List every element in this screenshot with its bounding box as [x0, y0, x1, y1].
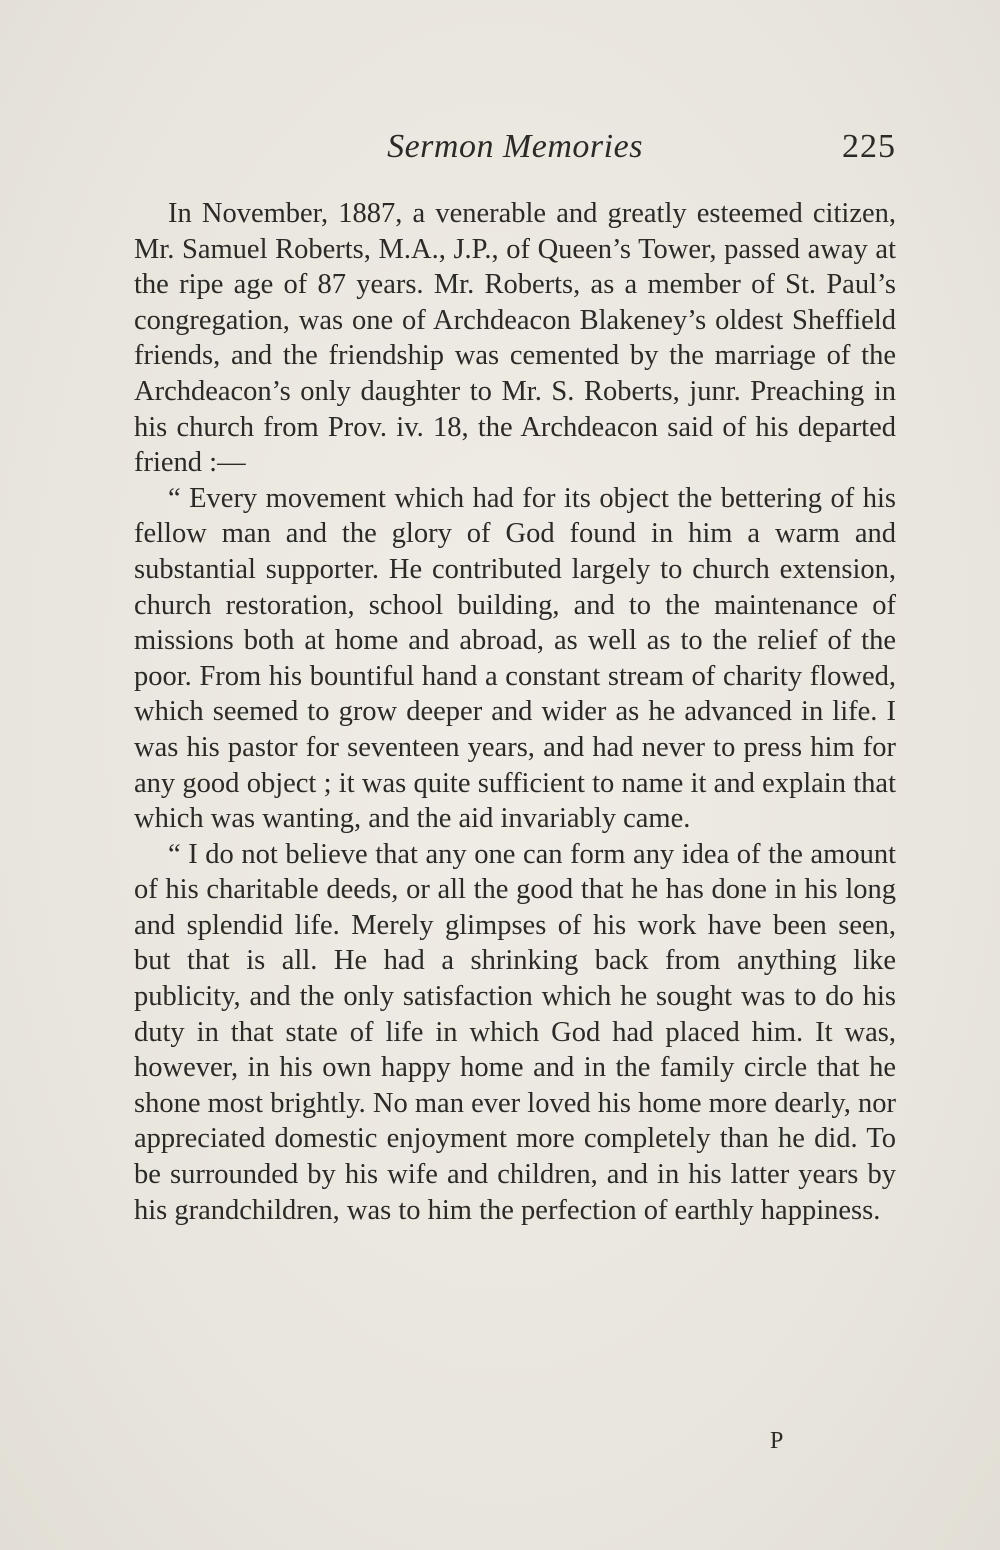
- page-header: [134, 128, 896, 176]
- paragraph-3: “ I do not believe that any one can form any idea of the amount of his charitable deeds, or all the good that he has done in his long and splendid life. Merely glimpses of his work have been seen, but that is all. He had a shrinking back from anything like publicity, and the only satisfaction which he sought was to do his duty in that state of life in which God had placed him. It was, however, in his own happy home and in the family circle that he shone most brightly. No man ever loved his home more dearly, nor appreciated domestic enjoyment more completely than he did. To be surrounded by his wife and children, and in his latter years by his grandchildren, was to him the perfection of earthly happiness.: [134, 838, 896, 1226]
- signature-mark: P: [770, 1428, 785, 1454]
- body-text: [134, 196, 896, 1228]
- paragraph-2: “ Every movement which had for its object the bettering of his fellow man and the glory of God found in him a warm and substantial supporter. He contributed largely to church extension, church restoration, school building, and to the maintenance of missions both at home and abroad, as well as to the relief of the poor. From his bountiful hand a constant stream of charity flowed, which seemed to grow deeper and wider as he advanced in life. I was his pastor for seventeen years, and had never to press him for any good object ; it was quite sufficient to name it and explain that which was wanting, and the aid invariably came.: [134, 482, 896, 835]
- page-number: 225: [842, 128, 896, 165]
- paragraph-1: In November, 1887, a venerable and greatly esteemed citizen, Mr. Samuel Roberts, M.A., J.P., of Queen’s Tower, passed away at the ripe age of 87 years. Mr. Roberts, as a member of St. Paul’s congregation, was one of Archdeacon Blakeney’s oldest Sheffield friends, and the friendship was cemented by the marriage of the Archdeacon’s only daughter to Mr. S. Roberts, junr. Preaching in his church from Prov. iv. 18, the Archdeacon said of his departed friend :—: [134, 198, 896, 479]
- running-title: Sermon Memories: [387, 128, 643, 165]
